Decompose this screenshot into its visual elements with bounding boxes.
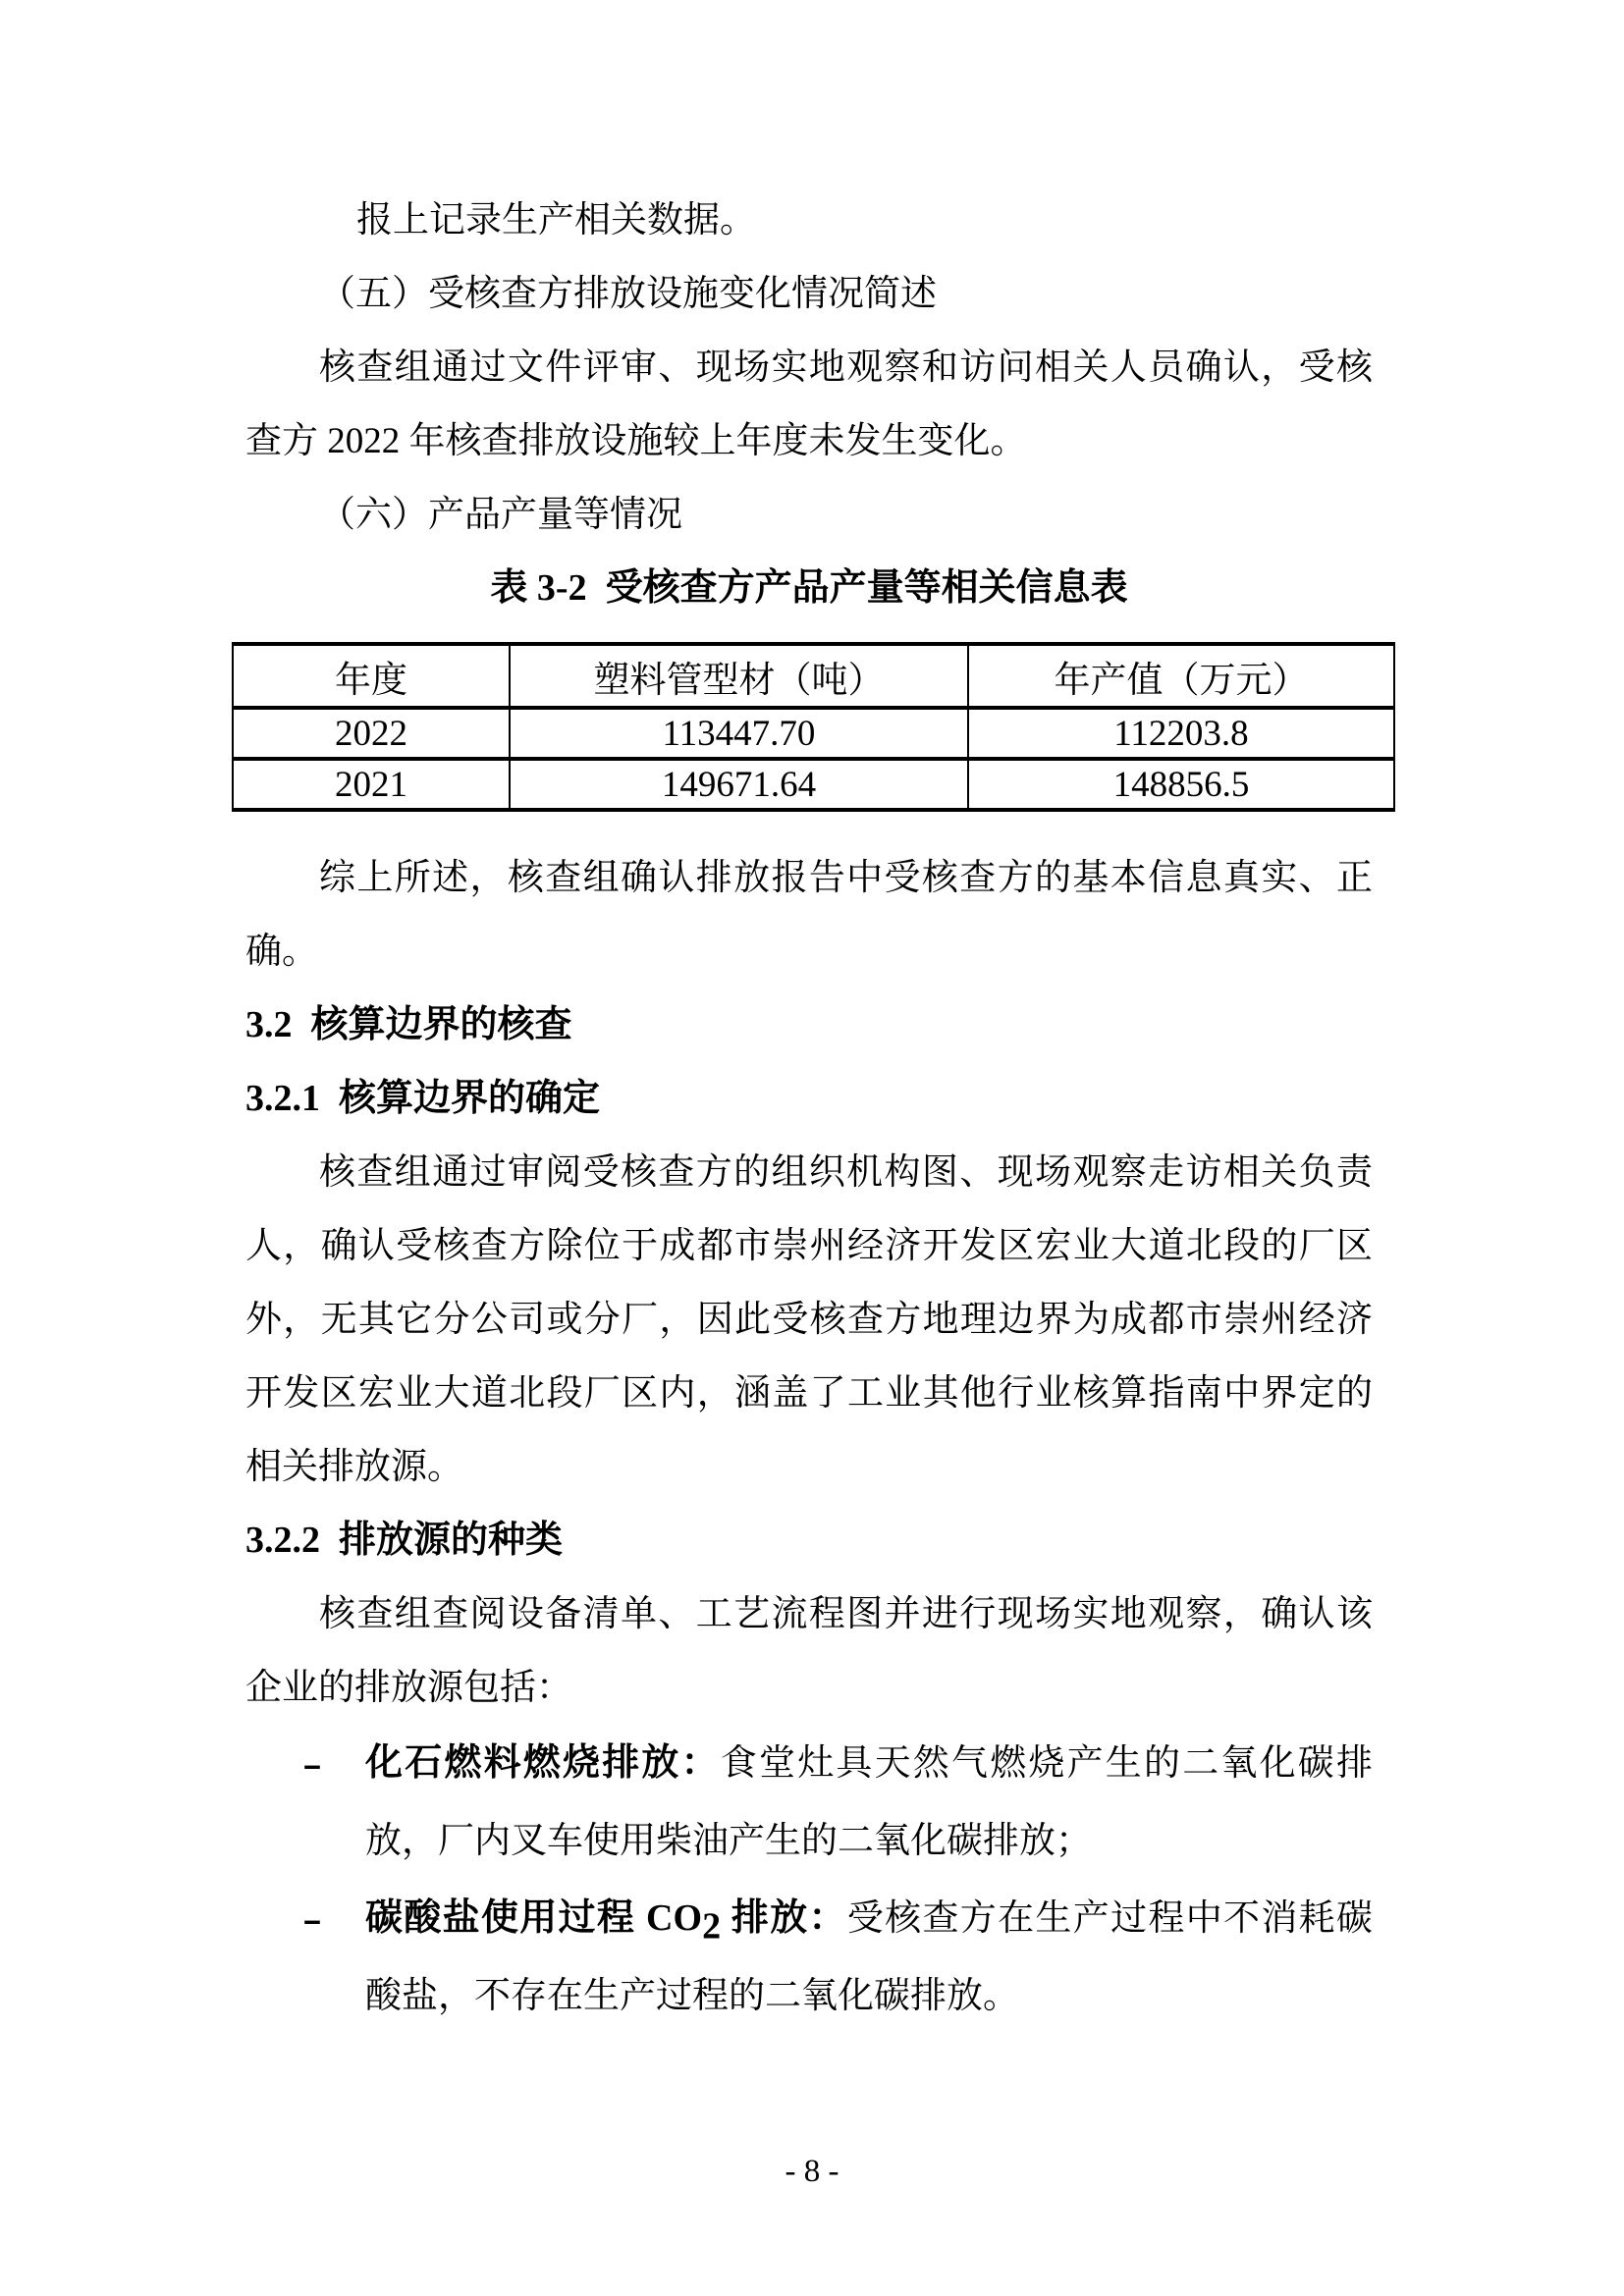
table-cell-output-value: 112203.8 — [968, 708, 1394, 759]
table-caption: 表 3-2 受核查方产品产量等相关信息表 — [490, 567, 1128, 609]
summary-line-2: 确。 — [245, 932, 318, 972]
bullet-carbonate-line-1 — [302, 1880, 1373, 1957]
production-table — [232, 642, 1395, 812]
table-cell-product: 149671.64 — [510, 759, 968, 810]
bullet-fossil-fuel-term: 化石燃料燃烧排放： — [365, 1742, 721, 1784]
table-cell-year: 2022 — [233, 708, 510, 759]
boundary-line-3: 外，无其它分公司或分厂，因此受核查方地理边界为成都市崇州经济 — [245, 1300, 1373, 1340]
bullet-carbonate-term-post: 排放： — [721, 1897, 847, 1939]
boundary-line-1: 核查组通过审阅受核查方的组织机构图、现场观察走访相关负责 — [319, 1152, 1373, 1193]
bullet-carbonate-text: 受核查方在生产过程中不消耗碳 — [846, 1898, 1373, 1939]
facility-change-line-2: 查方 2022 年核查排放设施较上年度未发生变化。 — [245, 421, 1027, 461]
table-row — [233, 708, 1394, 759]
boundary-line-2: 人，确认受核查方除位于成都市崇州经济开发区宏业大道北段的厂区 — [245, 1226, 1373, 1266]
facility-change-line-1: 核查组通过文件评审、现场实地观察和访问相关人员确认，受核 — [319, 347, 1373, 388]
bullet-carbonate-term-pre: 碳酸盐使用过程 CO — [365, 1897, 703, 1939]
table-cell-year: 2021 — [233, 759, 510, 810]
bullet-dash-icon: - — [302, 1741, 322, 1786]
heading-3-2-2: 3.2.2 排放源的种类 — [245, 1520, 564, 1561]
table-header-year: 年度 — [233, 644, 510, 708]
sources-intro-line-2: 企业的排放源包括： — [245, 1668, 572, 1708]
bullet-fossil-fuel-line-1 — [302, 1725, 1373, 1802]
summary-line-1: 综上所述，核查组确认排放报告中受核查方的基本信息真实、正 — [319, 858, 1373, 898]
bullet-carbonate-line-2: 酸盐，不存在生产过程的二氧化碳排放。 — [365, 1976, 1019, 2016]
table-row — [233, 759, 1394, 810]
heading-3-2: 3.2 核算边界的核查 — [245, 1004, 572, 1045]
table-cell-product: 113447.70 — [510, 708, 968, 759]
carryover-line: 报上记录生产相关数据。 — [356, 200, 756, 240]
co2-subscript: 2 — [702, 1905, 722, 1948]
boundary-line-5: 相关排放源。 — [245, 1447, 463, 1487]
table-header-row — [233, 644, 1394, 708]
bullet-fossil-fuel-text: 食堂灶具天然气燃烧产生的二氧化碳排 — [720, 1743, 1373, 1784]
bullet-fossil-fuel-line-2: 放，厂内叉车使用柴油产生的二氧化碳排放； — [365, 1821, 1092, 1861]
page-number: - 8 - — [785, 2154, 839, 2189]
section-6-heading: （六）产品产量等情况 — [319, 495, 682, 535]
table-header-output-value: 年产值（万元） — [968, 644, 1394, 708]
table-header-product: 塑料管型材（吨） — [510, 644, 968, 708]
table-cell-output-value: 148856.5 — [968, 759, 1394, 810]
sources-intro-line-1: 核查组查阅设备清单、工艺流程图并进行现场实地观察，确认该 — [319, 1594, 1373, 1634]
section-5-heading: （五）受核查方排放设施变化情况简述 — [319, 274, 937, 314]
bullet-dash-icon: - — [302, 1896, 322, 1941]
boundary-line-4: 开发区宏业大道北段厂区内，涵盖了工业其他行业核算指南中界定的 — [245, 1373, 1373, 1414]
heading-3-2-1: 3.2.1 核算边界的确定 — [245, 1078, 601, 1119]
